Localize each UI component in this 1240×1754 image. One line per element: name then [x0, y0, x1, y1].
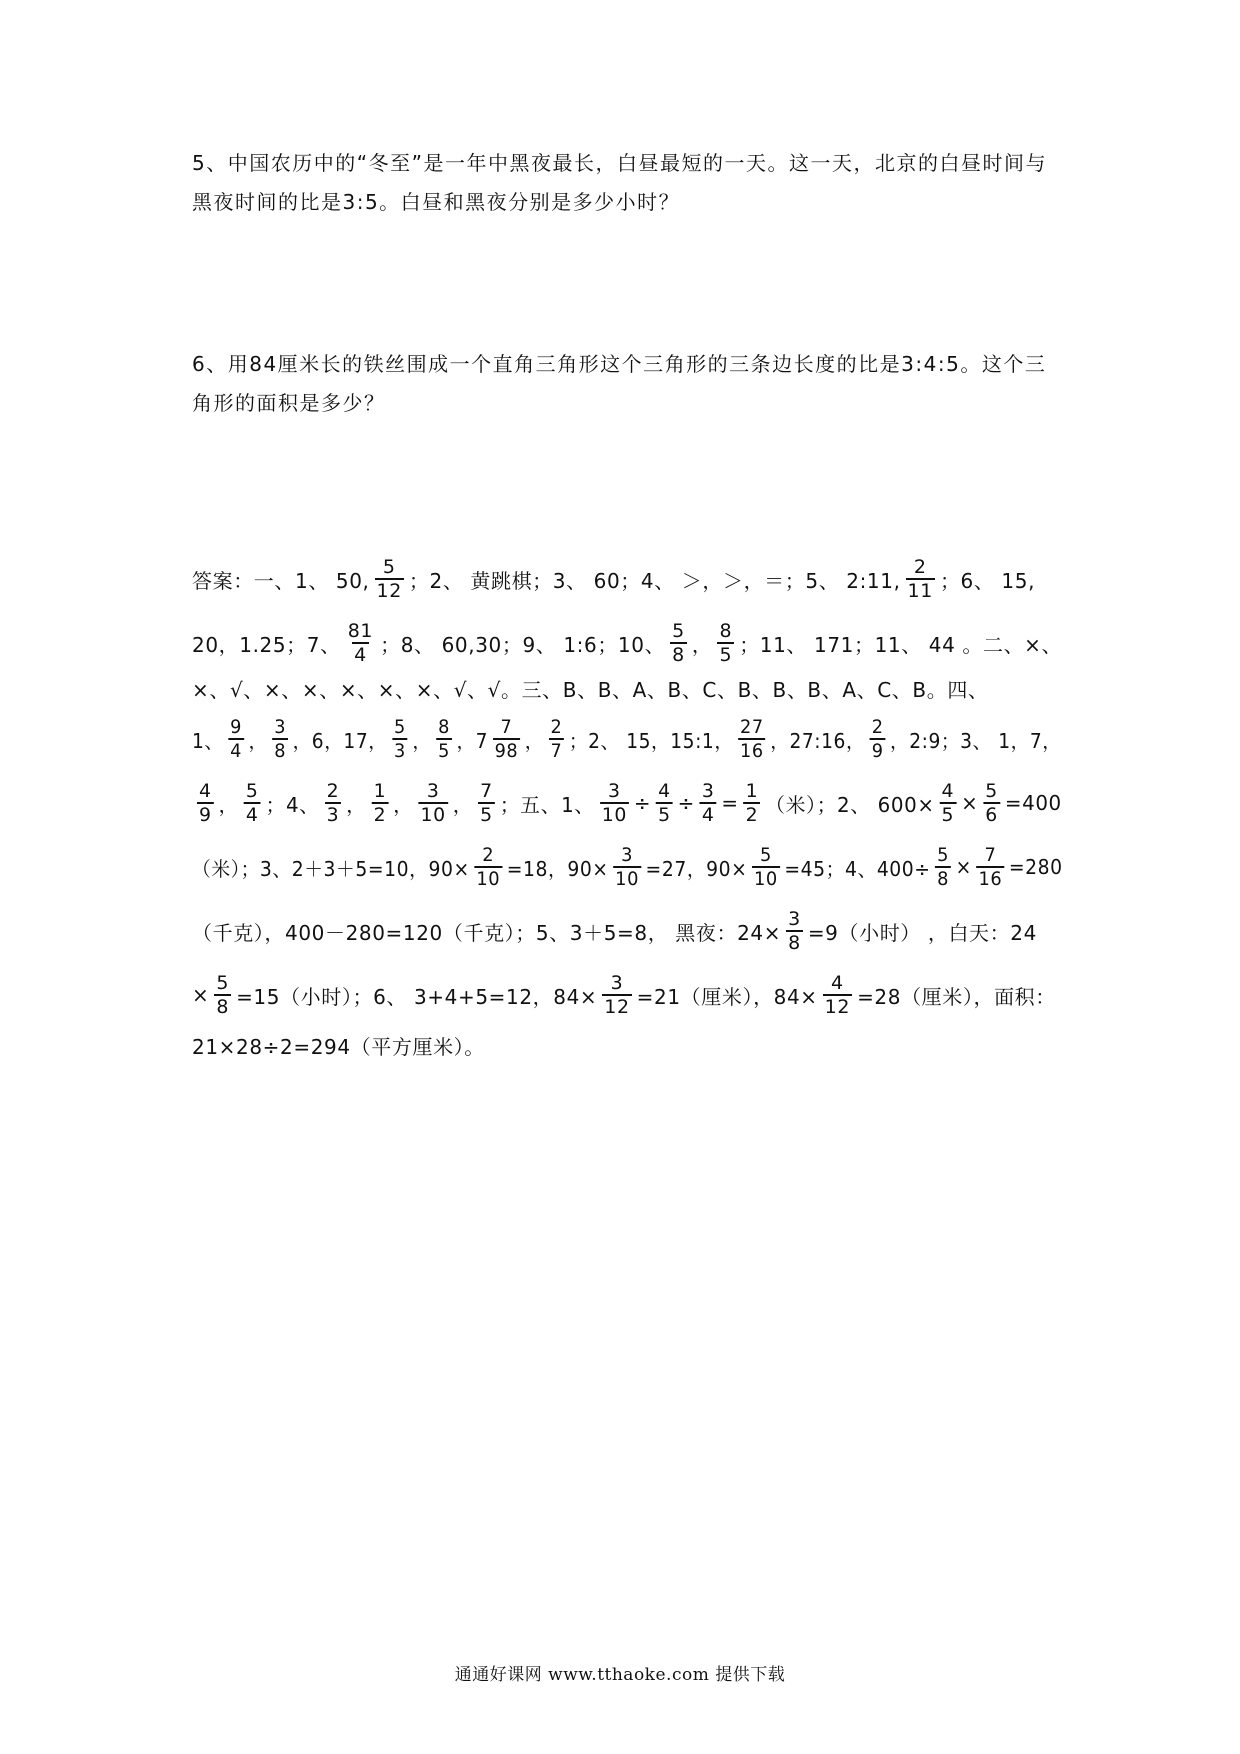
fraction-denominator: 12 — [604, 996, 630, 1018]
answer-line-3 — [192, 665, 989, 711]
fraction-denominator: 2 — [373, 804, 387, 826]
answer-text: 21×28÷2=294（平方厘米）。 — [192, 1034, 485, 1059]
fraction-denominator: 2 — [745, 804, 759, 826]
fraction-numerator: 8 — [438, 716, 450, 738]
fraction-denominator: 4 — [354, 644, 367, 666]
answer-line-4 — [192, 716, 1061, 762]
fraction — [600, 780, 629, 826]
fraction-numerator: 5 — [393, 716, 406, 738]
answer-line-2 — [192, 620, 1062, 666]
fraction — [977, 844, 1005, 890]
answer-text: （米）；3、2＋3＋5=10，90× — [192, 856, 470, 881]
fraction-numerator: 2 — [871, 716, 884, 738]
answer-text: ，27:16， — [770, 728, 866, 753]
fraction-denominator: 8 — [216, 996, 230, 1018]
fraction-denominator: 4 — [230, 740, 242, 762]
fraction-numerator: 5 — [382, 556, 396, 578]
fraction — [752, 844, 780, 890]
fraction-denominator: 8 — [672, 644, 685, 666]
fraction-denominator: 98 — [494, 740, 519, 762]
fraction — [244, 780, 261, 826]
fraction-numerator: 7 — [984, 844, 997, 866]
fraction-numerator: 4 — [198, 780, 212, 802]
fraction-numerator: 81 — [347, 620, 374, 642]
fraction-denominator: 10 — [601, 804, 627, 826]
answer-text: ，6，17， — [292, 728, 388, 753]
answer-text: =15（小时）；6、 3+4+5=12，84× — [236, 984, 598, 1009]
fraction — [346, 620, 375, 666]
fraction — [717, 620, 734, 666]
fraction-denominator: 10 — [754, 868, 778, 890]
answer-text: =400 — [1004, 791, 1062, 815]
question-6: 6、用84厘米长的铁丝围成一个直角三角形这个三角形的三条边长度的比是3:4:5。这个三角形的面积是多少？ — [192, 352, 1047, 415]
answer-text: ， — [412, 728, 432, 753]
fraction — [272, 716, 288, 762]
fraction-denominator: 10 — [420, 804, 446, 826]
fraction-numerator: 3 — [701, 780, 715, 802]
answer-text: 答案：一、1、 50, — [192, 568, 370, 593]
answer-text: ， — [524, 728, 545, 753]
fraction-denominator: 5 — [719, 644, 733, 666]
fraction-denominator: 16 — [740, 740, 764, 762]
fraction — [228, 716, 244, 762]
answer-text: ；2、 黄跳棋；3、 60；4、 ＞，＞，＝；5、 2:11, — [408, 568, 901, 593]
fraction-numerator: 4 — [658, 780, 671, 802]
answer-text: =18，90× — [506, 856, 609, 881]
fraction — [983, 780, 1000, 826]
fraction — [786, 908, 803, 954]
fraction-denominator: 8 — [937, 868, 950, 890]
fraction-numerator: 27 — [740, 716, 764, 738]
fraction-numerator: 2 — [326, 780, 340, 802]
answer-text: =27，90× — [645, 856, 748, 881]
answer-text: × — [955, 855, 972, 879]
answer-text: ÷ — [633, 791, 652, 815]
fraction-numerator: 7 — [500, 716, 513, 738]
fraction-denominator: 5 — [438, 740, 450, 762]
answer-text: ， — [393, 792, 414, 817]
fraction-denominator: 6 — [985, 804, 998, 826]
fraction-numerator: 5 — [216, 972, 230, 994]
fraction-denominator: 12 — [376, 580, 402, 602]
answer-text: =21（厘米），84× — [636, 984, 818, 1009]
answer-text: ， — [248, 728, 268, 753]
fraction — [493, 716, 520, 762]
fraction — [325, 780, 342, 826]
fraction — [549, 716, 565, 762]
fraction — [375, 556, 404, 602]
fraction — [940, 780, 957, 826]
fraction-numerator: 3 — [274, 716, 287, 738]
answer-text: ， — [218, 792, 239, 817]
fraction-numerator: 5 — [759, 844, 772, 866]
fraction — [700, 780, 717, 826]
fraction-denominator: 12 — [824, 996, 851, 1018]
fraction-denominator: 11 — [907, 580, 933, 602]
fraction-numerator: 1 — [373, 780, 387, 802]
answer-text: ；8、 60,30；9、 1:6；10、 — [380, 632, 666, 657]
answer-text: ，2:9；3、 1，7， — [890, 728, 1062, 753]
fraction-denominator: 10 — [476, 868, 501, 890]
fraction — [823, 972, 852, 1018]
fraction-numerator: 3 — [788, 908, 801, 930]
fraction-numerator: 4 — [941, 780, 955, 802]
fraction-denominator: 5 — [480, 804, 493, 826]
fraction-denominator: 3 — [393, 740, 406, 762]
fraction-numerator: 1 — [745, 780, 759, 802]
answer-line-1 — [192, 556, 1035, 602]
fraction — [744, 780, 761, 826]
fraction-numerator: 3 — [610, 972, 624, 994]
answer-line-7 — [192, 908, 1037, 954]
fraction — [478, 780, 495, 826]
fraction-denominator: 4 — [245, 804, 259, 826]
answer-text: ，7 — [456, 728, 489, 753]
answer-text: ；五、1、 — [499, 792, 595, 817]
answer-text: × — [961, 791, 979, 815]
answer-text: ÷ — [677, 791, 695, 815]
answer-text: ， — [452, 792, 474, 817]
answer-text: =45；4、400÷ — [784, 856, 931, 881]
answer-text: 20，1.25；7、 — [192, 632, 341, 657]
fraction — [372, 780, 389, 826]
fraction-denominator: 4 — [701, 804, 715, 826]
fraction-numerator: 3 — [426, 780, 440, 802]
fraction-numerator: 3 — [621, 844, 634, 866]
answer-text: ；6、 15, — [939, 568, 1036, 593]
answer-text: =280 — [1008, 855, 1063, 879]
fraction — [935, 844, 951, 890]
fraction-denominator: 9 — [198, 804, 212, 826]
answer-text: =28（厘米），面积： — [857, 984, 1056, 1009]
fraction — [738, 716, 765, 762]
fraction-denominator: 10 — [615, 868, 639, 890]
fraction-numerator: 2 — [550, 716, 563, 738]
fraction — [197, 780, 214, 826]
fraction-numerator: 5 — [985, 780, 998, 802]
fraction-numerator: 5 — [672, 620, 685, 642]
answer-text: （米）；2、 600× — [765, 792, 935, 817]
fraction — [613, 844, 641, 890]
answer-text: = — [721, 791, 739, 815]
fraction-denominator: 5 — [658, 804, 671, 826]
question-5: 5、中国农历中的“冬至”是一年中黑夜最长，白昼最短的一天。这一天，北京的白昼时间与黑夜时间的比是3:5。白昼和黑夜分别是多少小时？ — [192, 151, 1047, 214]
fraction-denominator: 8 — [274, 740, 287, 762]
fraction-numerator: 9 — [230, 716, 242, 738]
answer-line-6 — [192, 844, 1063, 890]
fraction — [602, 972, 631, 1018]
fraction-numerator: 4 — [831, 972, 844, 994]
fraction — [419, 780, 448, 826]
fraction-numerator: 2 — [482, 844, 495, 866]
answer-text: =9（小时） ，白天：24 — [807, 920, 1037, 945]
answer-text: ×、√、×、×、×、×、×、√、√。三、B、B、A、B、C、B、B、B、A、C、B。四、 — [192, 677, 989, 702]
fraction-denominator: 9 — [871, 740, 884, 762]
answer-text: （千克），400－280=120（千克）；5、3＋5=8， 黑夜：24× — [192, 920, 782, 945]
answer-line-8 — [192, 972, 1056, 1018]
fraction — [656, 780, 673, 826]
answer-line-5 — [192, 780, 1062, 826]
answer-text: × — [192, 983, 210, 1007]
fraction-numerator: 7 — [480, 780, 493, 802]
fraction-denominator: 5 — [941, 804, 955, 826]
fraction — [392, 716, 408, 762]
fraction — [906, 556, 935, 602]
fraction — [214, 972, 231, 1018]
answer-text: ；4、 — [265, 792, 320, 817]
fraction-numerator: 8 — [719, 620, 733, 642]
fraction — [670, 620, 687, 666]
fraction-denominator: 8 — [788, 932, 801, 954]
fraction — [436, 716, 452, 762]
answer-text: ， — [691, 632, 713, 657]
fraction-denominator: 3 — [326, 804, 340, 826]
answer-text: ， — [346, 792, 367, 817]
fraction-numerator: 5 — [245, 780, 259, 802]
answer-text: ；11、 171；11、 44 。二、×、 — [739, 632, 1063, 657]
answer-text: 1、 — [192, 728, 224, 753]
footer-credit: 通通好课网 www.tthaoke.com 提供下载 — [454, 1665, 786, 1685]
fraction-numerator: 5 — [937, 844, 950, 866]
fraction-numerator: 2 — [913, 556, 927, 578]
fraction — [474, 844, 502, 890]
fraction-denominator: 7 — [550, 740, 563, 762]
fraction-denominator: 16 — [978, 868, 1003, 890]
fraction-numerator: 3 — [608, 780, 621, 802]
answer-text: ；2、 15，15:1， — [568, 728, 734, 753]
fraction — [870, 716, 886, 762]
answer-line-9 — [192, 1022, 485, 1068]
